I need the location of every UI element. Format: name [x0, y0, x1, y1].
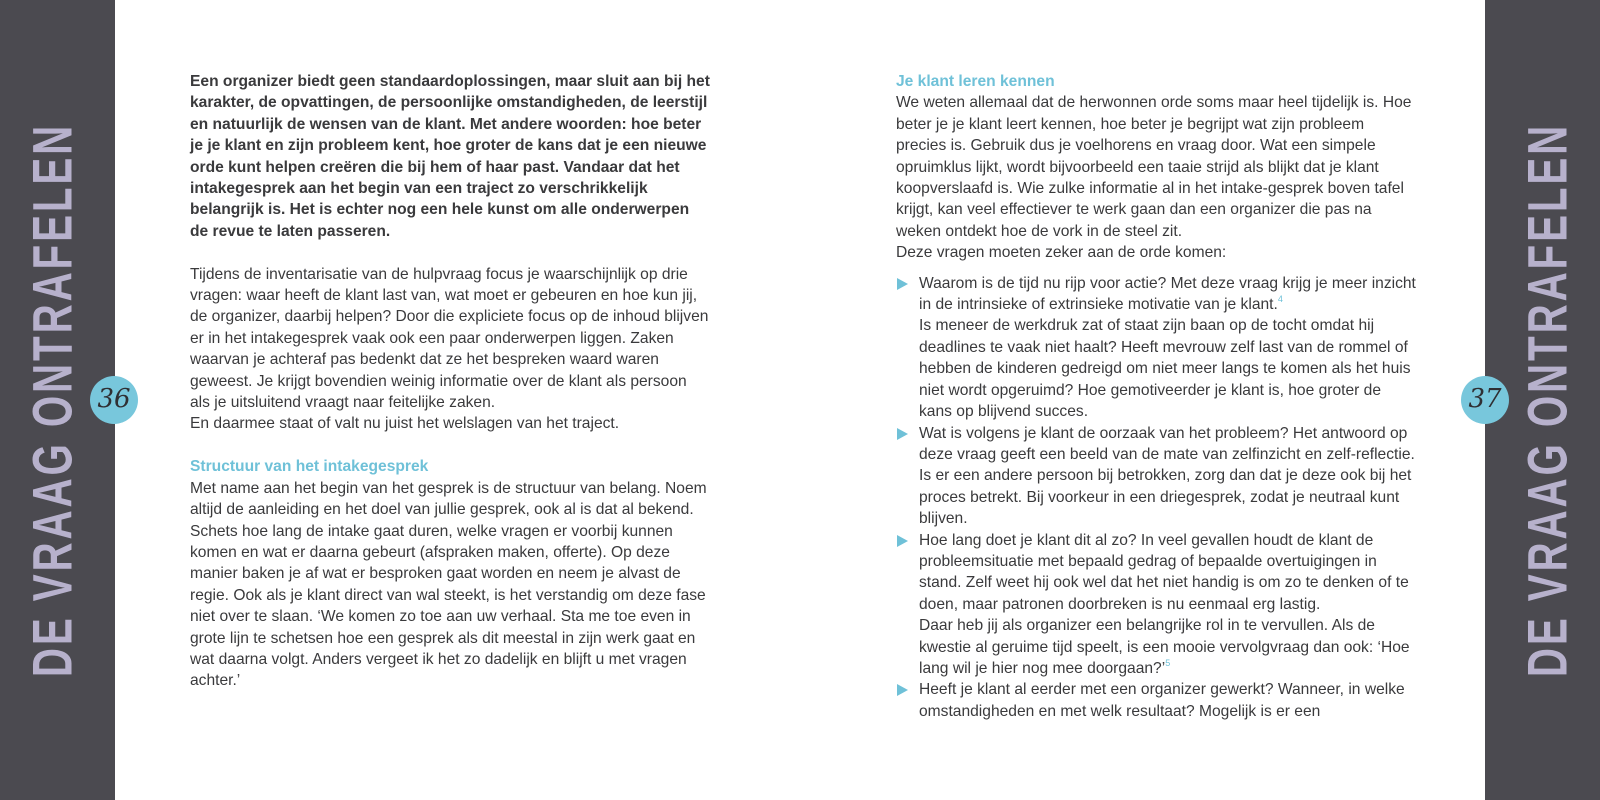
right-page-text: [896, 71, 1416, 722]
question-list: [896, 273, 1416, 723]
triangle-bullet-icon: [897, 428, 908, 440]
list-item-text: Wat is volgens je klant de oorzaak van het probleem? Het antwoord op deze vraag geeft een beeld van de mate van zelfinzicht en zelf-reflectie. Is er een andere persoon bij betrokken, zorg dan dat je deze ook bij het proces betrekt. Bij voorkeur in een driegesprek, zodat je neutraal kunt blijven.: [919, 424, 1415, 528]
list-item: [896, 530, 1416, 680]
list-item-text: Hoe lang doet je klant dit al zo? In veel gevallen houdt de klant de probleemsituatie met bepaald gedrag of bepaalde overtuigingen in stand. Zelf weet hij ook wel dat het niet handig is om zo te denken of te doen, maar patronen doorbreken is nu eenmaal erg lastig.: [919, 531, 1409, 613]
footnote-marker: 4: [1277, 294, 1283, 305]
left-page-text: [190, 71, 710, 692]
body-paragraph-1: Tijdens de inventarisatie van de hulpvraag focus je waarschijnlijk op drie vragen: waar heeft de klant last van, wat moet er gebeuren en hoe kun jij, de organizer, daarbij helpen? Door die expliciete focus op de inhoud blijven er in het intakegesprek vaak ook een paar onderwerpen liggen. Zaken waarvan je achteraf pas bedenkt dat ze het bespreken waard waren geweest. Je krijgt bovendien weinig informatie over de klant als persoon als je uitsluitend vraagt naar feitelijke zaken.: [190, 265, 709, 412]
list-item-continuation: [919, 615, 1416, 679]
footnote-marker: 5: [1165, 657, 1171, 668]
list-item-text: Heeft je klant al eerder met een organizer gewerkt? Wanneer, in welke omstandigheden en met welk resultaat? Mogelijk is er een: [919, 681, 1405, 720]
list-item: [896, 273, 1416, 423]
list-item-text: Waarom is de tijd nu rijp voor actie? Met deze vraag krijg je meer inzicht in de intrinsieke of extrinsieke motivatie van je klant.: [919, 274, 1416, 314]
body-paragraph-right: We weten allemaal dat de herwonnen orde soms maar heel tijdelijk is. Hoe beter je je klant leert kennen, hoe beter je begrijpt wat zijn probleem precies is. Gebruik dus je voelhorens en vraag door. Wat een simpele opruimklus lijkt, wordt bijvoorbeeld een taaie strijd als blijkt dat je klant koopverslaafd is. Wie zulke informatie al in het intake-gesprek boven tafel krijgt, kan veel effectiever te werk gaan dan een organizer die pas na weken ontdekt hoe de vork in de steel zit.: [896, 94, 1412, 240]
triangle-bullet-icon: [897, 684, 908, 696]
running-title-left: DE VRAAG ONTRAFELEN: [20, 122, 84, 678]
section-heading-know-client: Je klant leren kennen: [896, 73, 1055, 90]
triangle-bullet-icon: [897, 278, 908, 290]
page-number-right: 37: [1461, 376, 1509, 424]
list-item-continuation: Is meneer de werkdruk zat of staat zijn baan op de tocht omdat hij deadlines te vaak niet haalt? Heeft mevrouw zelf last van de rommel of hebben de kinderen gedreigd om niet meer langs te komen als het huis niet wordt opgeruimd? Hoe gemotiveerder je klant is, hoe groter de kans op blijvend succes.: [919, 317, 1411, 421]
list-item: [896, 679, 1416, 722]
section-heading-structure: Structuur van het intakegesprek: [190, 458, 429, 476]
body-paragraph-right-last-line: Deze vragen moeten zeker aan de orde komen:: [896, 244, 1227, 262]
list-item: [896, 423, 1416, 530]
list-item-continuation-text: Daar heb jij als organizer een belangrijke rol in te vervullen. Als de kwestie al geruime tijd speelt, is een mooie vervolgvraag dan ook: ‘Hoe lang wil je hier nog mee doorgaan?’: [919, 617, 1410, 677]
body-paragraph-2: Met name aan het begin van het gesprek is de structuur van belang. Noem altijd de aanleiding en het doel van jullie gesprek, ook al is dat al bekend. Schets hoe lang de intake gaat duren, welke vragen er voorbij kunnen komen en wat er daarna gebeurt (afspraken maken, offerte). Op deze manier baken je af wat er besproken gaat worden en neem je alvast de regie. Ook als je klant direct van wal steekt, is het verstandig om deze fase niet over te slaan. ‘We komen zo toe aan uw verhaal. Sta me toe even in grote lijn te schetsen hoe een gesprek als dit meestal in zijn werk gaat en wat daarna volgt. Anders vergeet ik het zo dadelijk en blijft u met vragen achter.’: [190, 479, 707, 690]
lead-paragraph: Een organizer biedt geen standaardoplossingen, maar sluit aan bij het karakter, de opvattingen, de persoonlijke omstandigheden, de leerstijl en natuurlijk de wensen van de klant. Met andere woorden: hoe beter je je klant en zijn probleem kent, hoe groter de kans dat je een nieuwe orde kunt helpen creëren die bij hem of haar past. Vandaar dat het intakegesprek aan het begin van een traject zo verschrikkelijk belangrijk is. Het is echter nog een hele kunst om alle onderwerpen de revue te laten passeren.: [190, 73, 710, 240]
triangle-bullet-icon: [897, 535, 908, 547]
body-paragraph-1-last-line: En daarmee staat of valt nu juist het welslagen van het traject.: [190, 415, 620, 433]
running-title-right: DE VRAAG ONTRAFELEN: [1515, 122, 1579, 678]
page-number-left: 36: [90, 376, 138, 424]
